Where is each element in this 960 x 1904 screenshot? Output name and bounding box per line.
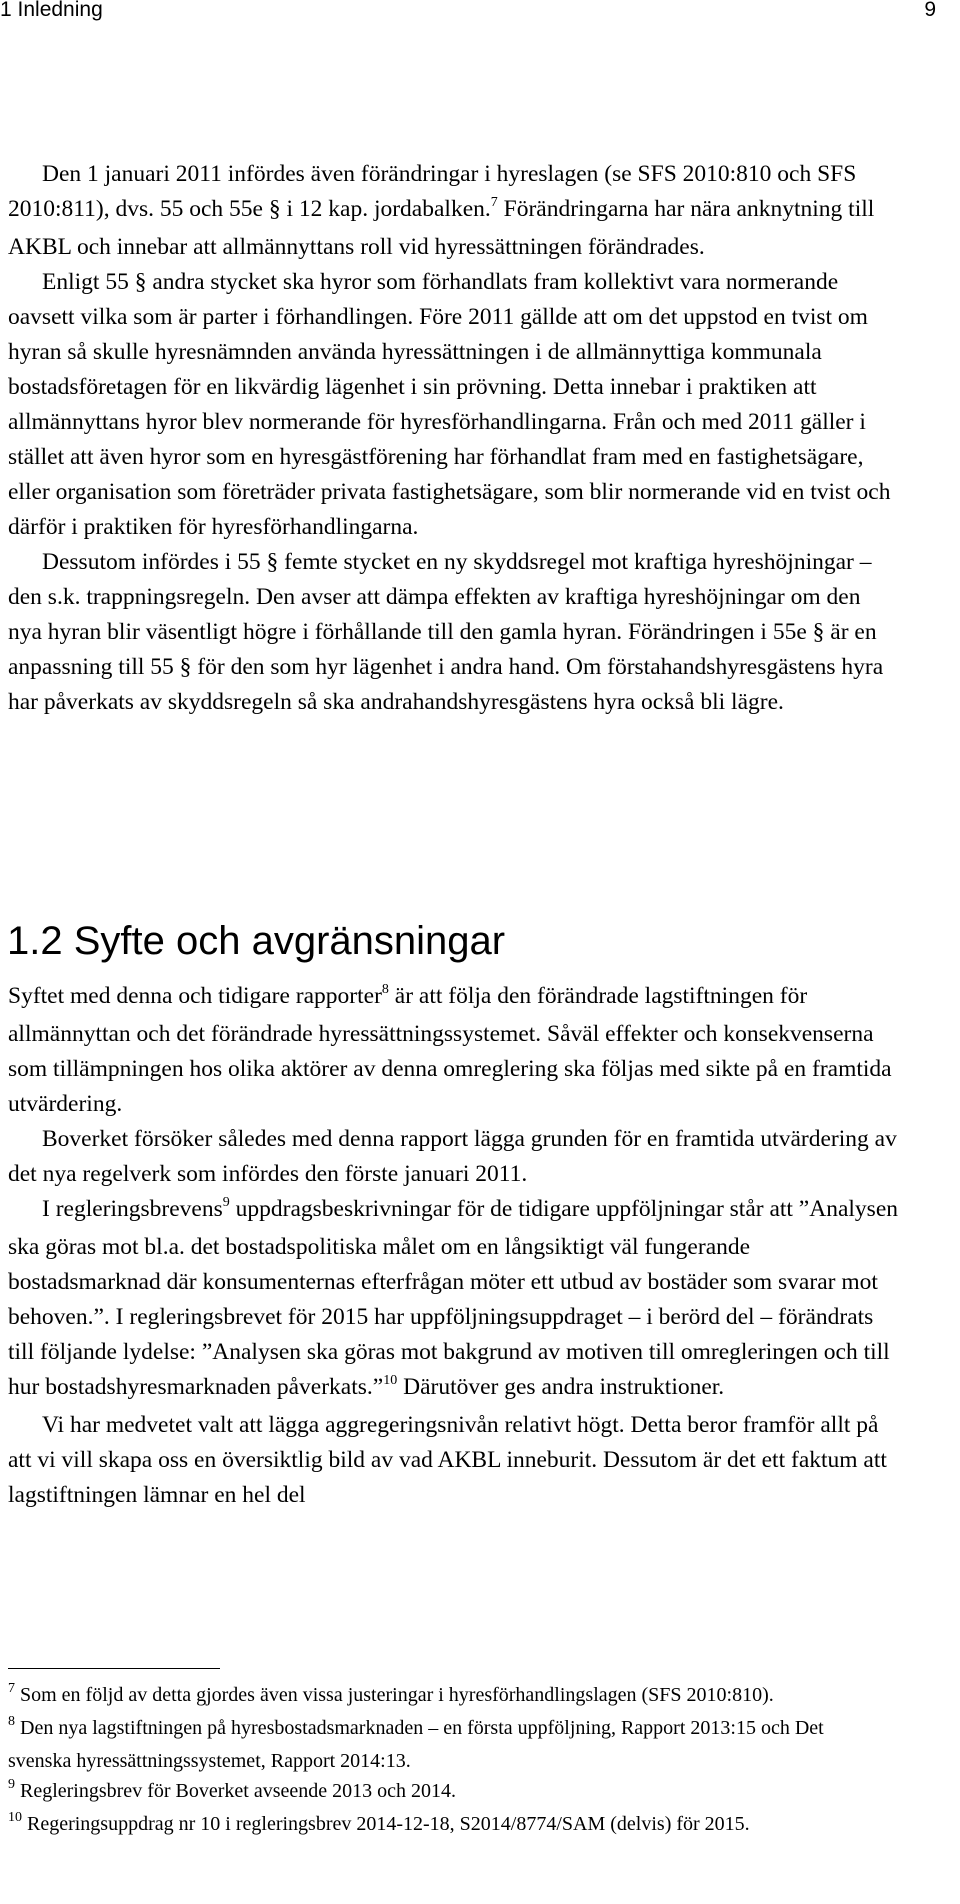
paragraph: Dessutom infördes i 55 § femte stycket en ny skyddsregel mot kraftiga hyreshöjningar – den s.k. trappningsregeln. Den avser att dämpa effekten av kraftiga hyreshöjningar om den nya hyran blir väsentligt högre i förhållande till den gamla hyran. Förändringen i 55e § är en anpassning till 55 § för den som hyr lägenhet i andra hand. Om förstahandshyresgästens hyra har påverkats av skyddsregeln så ska andrahandshyresgästens hyra också bli lägre. (8, 549, 884, 715)
footnote: $^8$ Den nya lagstiftningen på hyresbostadsmarknaden – en första uppföljning, Rapport 2013:15 och Det svenska hyressättningssystemet, Rapport 2014:13. (8, 1714, 824, 1772)
footnote-ref: 9 (222, 1195, 230, 1210)
footnote-ref: 10 (383, 1373, 398, 1388)
purpose-section (8, 979, 898, 1513)
page-number: 9 (924, 0, 936, 21)
footnote: $^7$ Som en följd av detta gjordes även vissa justeringar i hyresförhandlingslagen (SFS 2010:810). (8, 1681, 774, 1706)
paragraph: Den 1 januari 2011 infördes även förändringar i hyreslagen (se SFS 2010:810 och SFS 2010:811), dvs. 55 och 55e § i 12 kap. jordabalken.$^7$ Förändringarna har nära anknytning till AKBL och innebar att allmännyttans roll vid hyressättningen förändrades. (8, 161, 875, 260)
paragraph: I regleringsbrevens$^9$ uppdragsbeskrivningar för de tidigare uppföljningar står att ”Analysen ska göras mot bl.a. det bostadspolitiska målet om en långsiktigt väl fungerande bostadsmarknad där konsumenternas efterfrågan möter ett utbud av bostäder som svarar mot behoven.”. I regleringsbrevet för 2015 har uppföljningsuppdraget – i berörd del – förändrats till följande lydelse: ”Analysen ska göras mot bakgrund av motiven till omregleringen och till hur bostadshyresmarknaden påverkats.”$^{10}$ Därutöver ges andra instruktioner. (8, 1195, 898, 1400)
footnote-ref: 7 (490, 195, 498, 210)
footnote-ref: 8 (381, 982, 389, 997)
page-header (0, 0, 960, 40)
paragraph: Boverket försöker således med denna rapport lägga grunden för en framtida utvärdering av det nya regelverk som infördes den förste januari 2011. (8, 1126, 897, 1187)
section-heading: 1.2 Syfte och avgränsningar (7, 919, 506, 963)
footnote: $^9$ Regleringsbrev för Boverket avseende 2013 och 2014. (8, 1777, 456, 1802)
footnote-divider (8, 1668, 220, 1669)
paragraph: Syftet med denna och tidigare rapporter$^8$ är att följa den förändrade lagstiftningen för allmännyttan och det förändrade hyressättningssystemet. Såväl effekter och konsekvenserna som tillämpningen hos olika aktörer av denna omreglering ska följas med sikte på en framtida utvärdering. (8, 982, 892, 1117)
paragraph: Vi har medvetet valt att lägga aggregeringsnivån relativt högt. Detta beror framför allt på att vi vill skapa oss en översiktlig bild av vad AKBL inneburit. Dessutom är det ett faktum att lagstiftningen lämnar en hel del (8, 1412, 887, 1508)
chapter-title: 1 Inledning (0, 0, 103, 21)
paragraph: Enligt 55 § andra stycket ska hyror som förhandlats fram kollektivt vara normerande oavsett vilka som är parter i förhandlingen. Före 2011 gällde att om det uppstod en tvist om hyran så skulle hyresnämnden använda hyressättningen i de allmännyttiga kommunala bostadsföretagen för en likvärdig lägenhet i sin prövning. Detta innebar i praktiken att allmännyttans hyror blev normerande för hyresförhandlingarna. Från och med 2011 gäller i stället att även hyror som en hyresgästförening har förhandlat fram med en fastighetsägare, eller organisation som företräder privata fastighetsägare, som blir normerande vid en tvist och därför i praktiken för hyresförhandlingarna. (8, 269, 891, 540)
intro-section (8, 157, 898, 720)
footnotes (8, 1680, 888, 1842)
footnote: $^{10}$ Regeringsuppdrag nr 10 i regleringsbrev 2014-12-18, S2014/8774/SAM (delvis) för 2015. (8, 1810, 750, 1835)
